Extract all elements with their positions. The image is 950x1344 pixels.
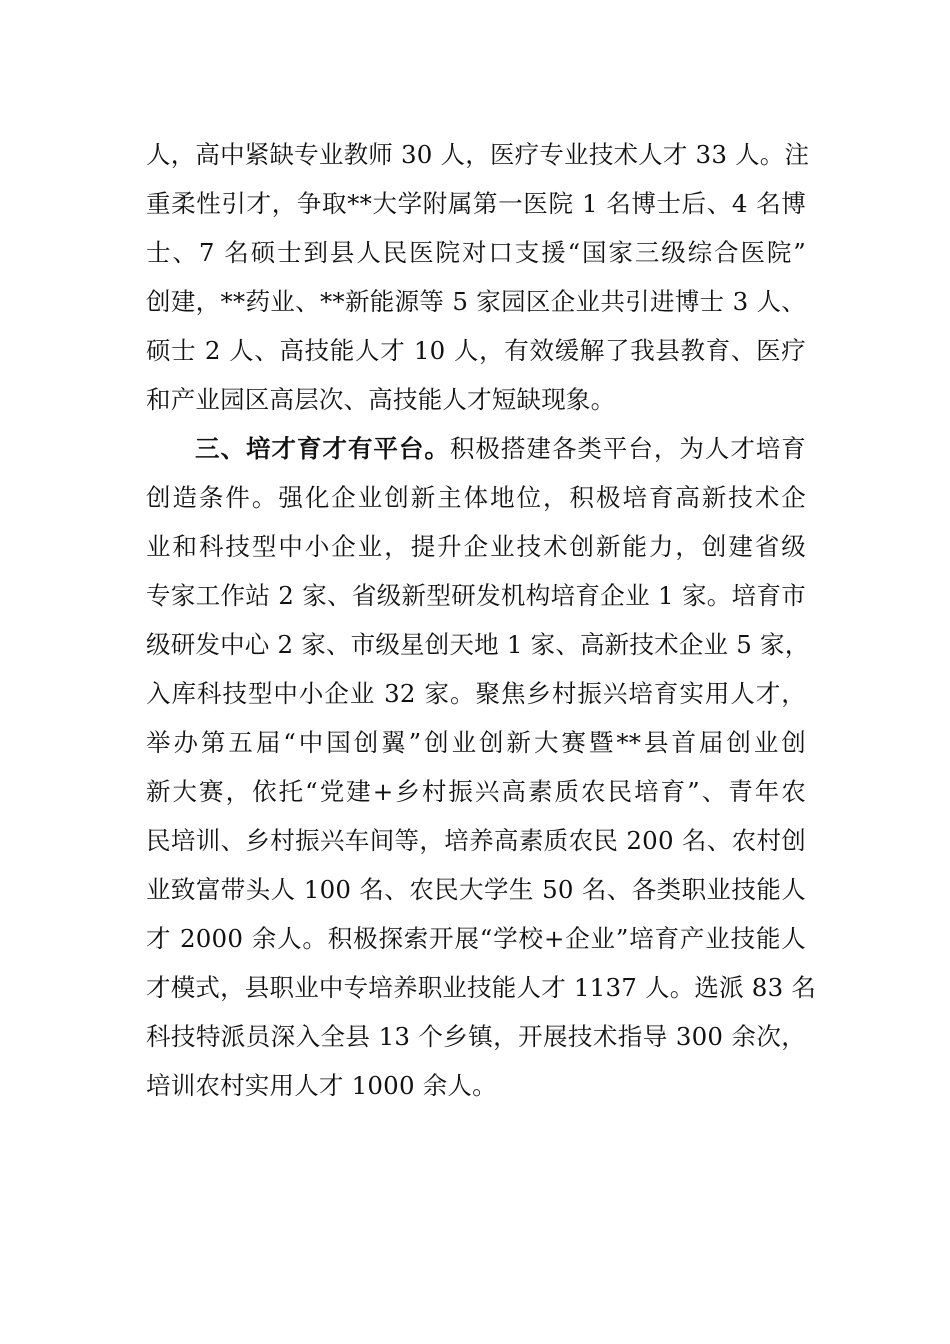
text-line: 人，高中紧缺专业教师 30 人，医疗专业技术人才 33 人。注 bbox=[146, 140, 810, 169]
paragraph-talent-cultivation bbox=[146, 424, 817, 1110]
paragraph-talent-introduction bbox=[146, 130, 810, 424]
text-line: 才 2000 余人。积极探索开展“学校+企业”培育产业技能人 bbox=[146, 924, 806, 953]
text-line: 入库科技型中小企业 32 家。聚焦乡村振兴培育实用人才， bbox=[146, 679, 806, 708]
document-body bbox=[146, 130, 817, 1110]
text-line: 专家工作站 2 家、省级新型研发机构培育企业 1 家。培育市 bbox=[146, 581, 806, 610]
text-line: 创造条件。强化企业创新主体地位，积极培育高新技术企 bbox=[146, 483, 806, 512]
text-line: 才模式，县职业中专培养职业技能人才 1137 人。选派 83 名 bbox=[146, 973, 817, 1002]
text-line: 士、7 名硕士到县人民医院对口支援“国家三级综合医院” bbox=[146, 238, 806, 267]
text-line: 和产业园区高层次、高技能人才短缺现象。 bbox=[146, 385, 616, 414]
text-line: 举办第五届“中国创翼”创业创新大赛暨**县首届创业创 bbox=[146, 728, 806, 757]
text-line: 民培训、乡村振兴车间等，培养高素质农民 200 名、农村创 bbox=[146, 826, 806, 855]
text-line: 硕士 2 人、高技能人才 10 人，有效缓解了我县教育、医疗 bbox=[146, 336, 806, 365]
text-line: 新大赛，依托“党建+乡村振兴高素质农民培育”、青年农 bbox=[146, 777, 806, 806]
text-line: 级研发中心 2 家、市级星创天地 1 家、高新技术企业 5 家， bbox=[146, 630, 810, 659]
text-line: 业和科技型中小企业，提升企业技术创新能力，创建省级 bbox=[146, 532, 806, 561]
text-line: 创建，**药业、**新能源等 5 家园区企业共引进博士 3 人、 bbox=[146, 287, 806, 316]
text-line: 培训农村实用人才 1000 余人。 bbox=[146, 1071, 497, 1100]
text-line: 重柔性引才，争取**大学附属第一医院 1 名博士后、4 名博 bbox=[146, 189, 806, 218]
text-line: 科技特派员深入全县 13 个乡镇，开展技术指导 300 余次， bbox=[146, 1022, 806, 1051]
section-heading: 三、培才育才有平台。 bbox=[195, 434, 450, 463]
text-line: 业致富带头人 100 名、农民大学生 50 名、各类职业技能人 bbox=[146, 875, 806, 904]
text-line-rest: 积极搭建各类平台，为人才培育 bbox=[449, 434, 807, 463]
text-line bbox=[146, 424, 806, 473]
